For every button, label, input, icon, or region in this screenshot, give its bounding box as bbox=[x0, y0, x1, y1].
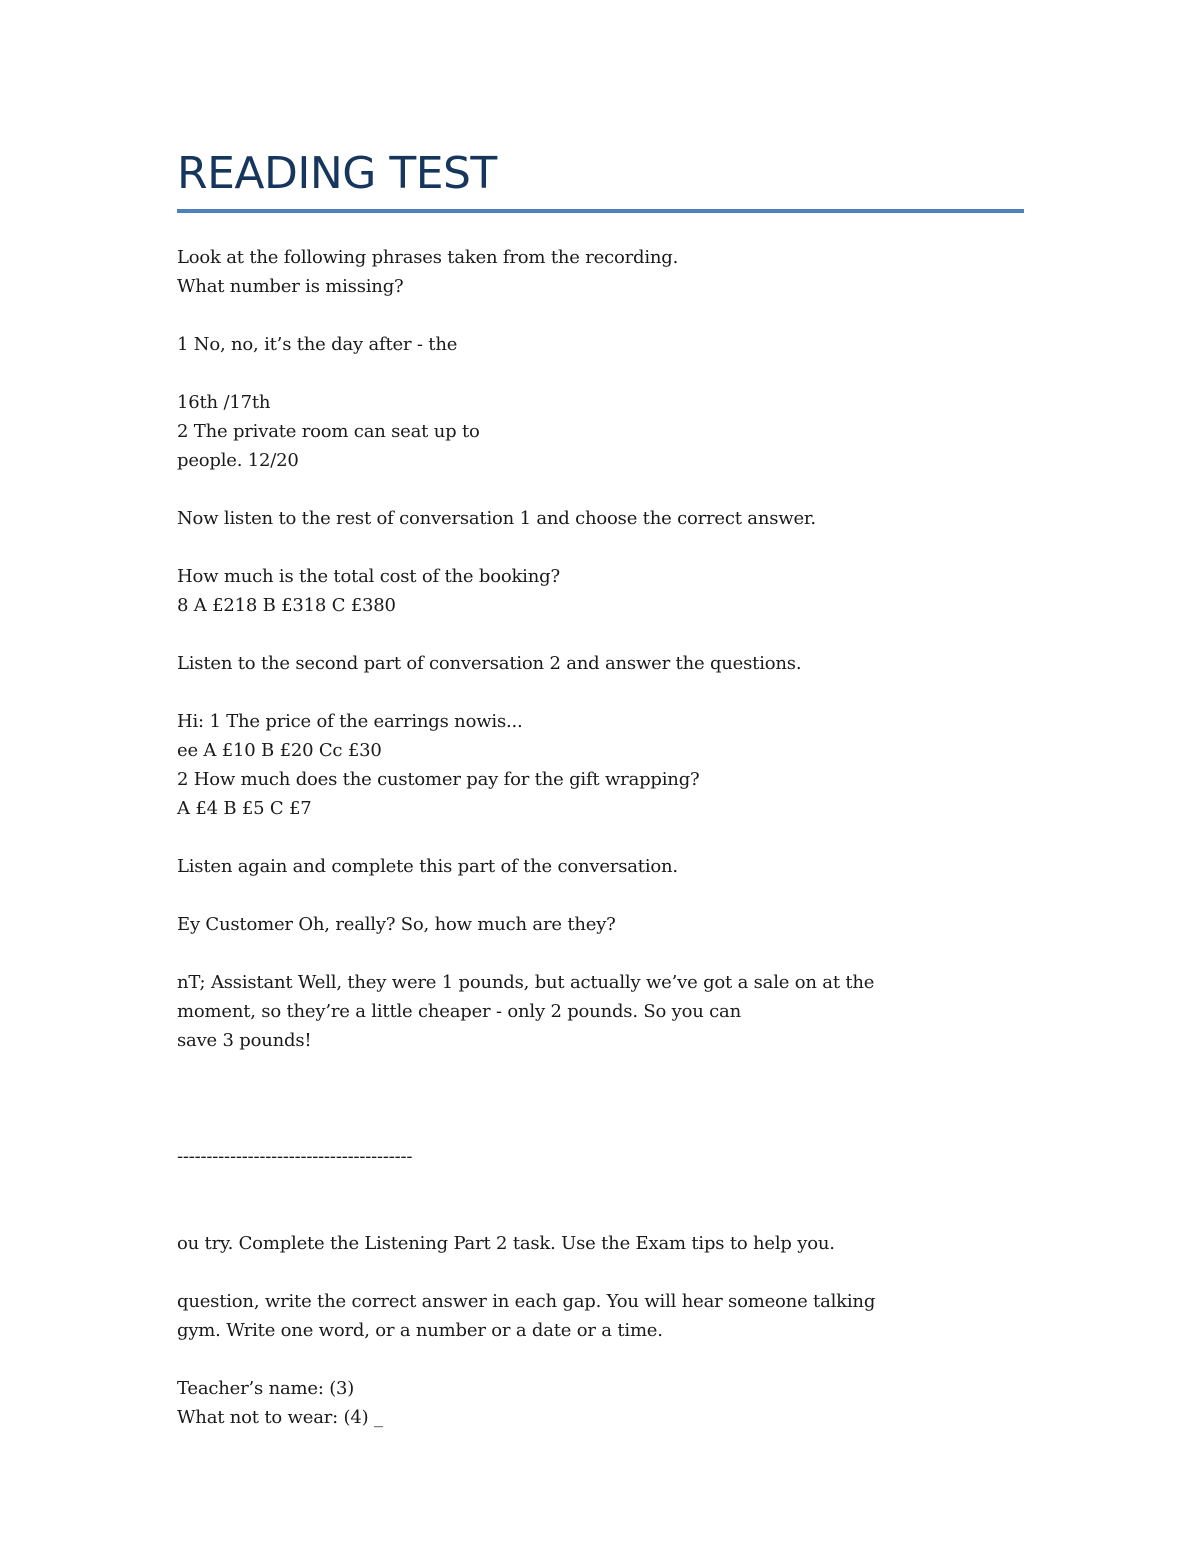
document-title: READING TEST bbox=[177, 148, 497, 199]
text-line: Hi: 1 The price of the earrings nowis... bbox=[177, 711, 523, 732]
blank-line bbox=[177, 881, 1025, 910]
blank-line bbox=[177, 939, 1025, 968]
text-line: How much is the total cost of the booking? bbox=[177, 566, 560, 587]
text-line: 1 No, no, it’s the day after - the bbox=[177, 334, 458, 355]
blank-line bbox=[177, 620, 1025, 649]
blank-line bbox=[177, 475, 1025, 504]
text-line: 2 The private room can seat up to bbox=[177, 421, 480, 442]
text-line: Teacher’s name: (3) bbox=[177, 1378, 355, 1399]
text-line: ee A £10 B £20 Cc £30 bbox=[177, 740, 382, 761]
text-line: Listen to the second part of conversation 2 and answer the questions. bbox=[177, 653, 802, 674]
blank-line bbox=[177, 823, 1025, 852]
title-underline bbox=[177, 209, 1024, 213]
text-line: gym. Write one word, or a number or a date or a time. bbox=[177, 1320, 663, 1341]
text-line: 16th /17th bbox=[177, 392, 271, 413]
blank-line bbox=[177, 533, 1025, 562]
blank-line bbox=[177, 359, 1025, 388]
text-line: Listen again and complete this part of the conversation. bbox=[177, 856, 678, 877]
blank-line bbox=[177, 1084, 1025, 1113]
blank-line bbox=[177, 1055, 1025, 1084]
text-line: 2 How much does the customer pay for the gift wrapping? bbox=[177, 769, 700, 790]
text-line: ou try. Complete the Listening Part 2 task. Use the Exam tips to help you. bbox=[177, 1233, 835, 1254]
text-line: A £4 B £5 C £7 bbox=[177, 798, 312, 819]
text-line: Now listen to the rest of conversation 1 and choose the correct answer. bbox=[177, 508, 816, 529]
text-line: What not to wear: (4) _ bbox=[177, 1407, 383, 1428]
blank-line bbox=[177, 1200, 1025, 1229]
text-line: moment, so they’re a little cheaper - only 2 pounds. So you can bbox=[177, 1001, 741, 1022]
blank-line bbox=[177, 1345, 1025, 1374]
document-body bbox=[177, 243, 1025, 1432]
text-line: people. 12/20 bbox=[177, 450, 299, 471]
text-line: Ey Customer Oh, really? So, how much are they? bbox=[177, 914, 616, 935]
text-line: 8 A £218 B £318 C £380 bbox=[177, 595, 396, 616]
text-line: ---------------------------------------- bbox=[177, 1146, 413, 1167]
text-line: question, write the correct answer in each gap. You will hear someone talking bbox=[177, 1291, 876, 1312]
blank-line bbox=[177, 1113, 1025, 1142]
text-line: What number is missing? bbox=[177, 276, 404, 297]
blank-line bbox=[177, 301, 1025, 330]
blank-line bbox=[177, 1171, 1025, 1200]
blank-line bbox=[177, 1258, 1025, 1287]
text-line: Look at the following phrases taken from the recording. bbox=[177, 247, 679, 268]
text-line: save 3 pounds! bbox=[177, 1030, 312, 1051]
blank-line bbox=[177, 678, 1025, 707]
text-line: nT; Assistant Well, they were 1 pounds, but actually we’ve got a sale on at the bbox=[177, 972, 875, 993]
